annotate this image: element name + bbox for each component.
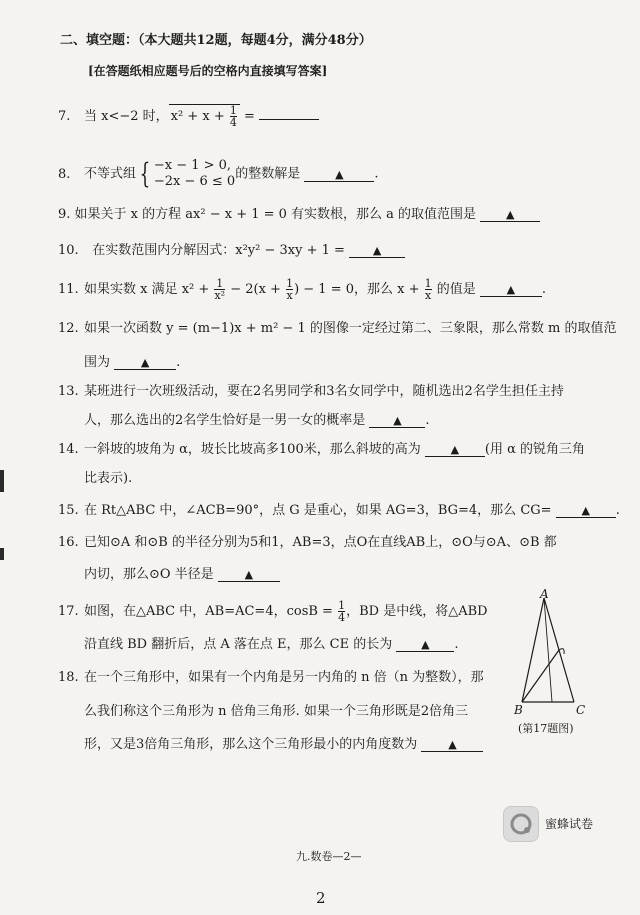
answer-triangle-icon: ▲ (421, 638, 430, 651)
question-9: 9. 如果关于 x 的方程 ax² − x + 1 = 0 有实数根，那么 a 的取值范围是 ▲ (58, 206, 540, 224)
question-18: 18. 在一个三角形中，如果有一个内角是另一内角的 n 倍（n 为整数），那 (58, 670, 484, 685)
answer-triangle-icon: ▲ (506, 283, 516, 296)
answer-triangle-icon: ▲ (335, 167, 344, 181)
watermark-logo-icon (503, 806, 539, 842)
section-title: 二、填空题：（本大题共12题，每题4分，满分48分） (60, 33, 372, 48)
answer-triangle-icon: ▲ (581, 504, 590, 517)
answer-blank-12[interactable] (114, 354, 176, 370)
scan-edge-mark (0, 470, 4, 492)
page-footer: 九.数卷—2— (296, 850, 362, 863)
figure-label-b: B (514, 703, 523, 717)
answer-blank-11[interactable] (480, 281, 542, 297)
scan-edge-mark (0, 548, 4, 560)
question-12: 12. 如果一次函数 y = (m−1)x + m² − 1 的图像一定经过第二、三象限，那么常数 m 的取值范 (58, 321, 617, 336)
answer-triangle-icon: ▲ (450, 443, 460, 456)
section-instruction: [在答题纸相应题号后的空格内直接填写答案] (88, 64, 328, 78)
answer-triangle-icon: ▲ (505, 208, 515, 221)
answer-blank-15[interactable] (556, 502, 616, 518)
answer-triangle-icon: ▲ (372, 244, 382, 257)
answer-blank-10[interactable] (349, 242, 405, 258)
answer-blank-16[interactable] (218, 566, 280, 582)
answer-blank-18[interactable] (421, 736, 483, 752)
answer-blank-7[interactable] (259, 104, 319, 120)
answer-blank-8[interactable] (304, 166, 374, 182)
page-number: 2 (316, 889, 326, 907)
question-15: 15. 在 Rt△ABC 中，∠ACB=90°，点 G 是重心，如果 AG=3，BG=4，那么 CG= ▲ . (58, 503, 620, 518)
question-7: 7. 当 x<−2 时， x² + x + $\frac{1}{4}$ = (58, 104, 319, 128)
answer-blank-17[interactable] (396, 636, 454, 652)
question-13: 13. 某班进行一次班级活动，要在2名男同学和3名女同学中，随机选出2名学生担任主持 (58, 384, 564, 399)
figure-caption: (第17题图) (518, 722, 574, 735)
watermark-text: 蜜蜂试卷 (545, 817, 594, 831)
question-11: 11. 如果实数 x 满足 x² + $\frac{1}{\text{x²}}$ − 2(x + $\frac{1}{x}$ ) − 1 = 0，那么 x + $\frac{1}{x}$ 的值是 ▲ . (58, 277, 547, 302)
question-8: 8. 不等式组 { −x − 1 > 0, −2x − 6 ≤ 0 的整数解是 ▲ . (58, 157, 379, 190)
sqrt-expression: x² + x + $\frac{1}{4}$ (169, 104, 240, 128)
question-16: 16. 已知⊙A 和⊙B 的半径分别为5和1，AB=3，点O在直线AB上，⊙O与⊙A、⊙B 都 (58, 535, 557, 550)
question-13-cont: 人，那么选出的2名学生恰好是一男一女的概率是 ▲ . (84, 413, 430, 428)
figure-label-a: A (540, 587, 549, 601)
question-16-cont: 内切，那么⊙O 半径是 ▲ (84, 566, 280, 584)
answer-triangle-icon: ▲ (244, 568, 254, 581)
question-17-cont: 沿直线 BD 翻折后，点 A 落在点 E，那么 CE 的长为 ▲ . (84, 637, 459, 652)
question-10: 10. 在实数范围内分解因式：x²y² − 3xy + 1 = ▲ (58, 242, 405, 260)
answer-blank-9[interactable] (480, 206, 540, 222)
question-17: 17. 如图，在△ABC 中，AB=AC=4，cosB = $\frac{1}{4}$ ，BD 是中线，将△ABD (58, 599, 488, 624)
question-14: 14. 一斜坡的坡角为 α，坡长比坡高多100米，那么斜坡的高为 ▲ (用 α 的锐角三角 (58, 442, 585, 457)
question-14-cont: 比表示). (84, 471, 133, 486)
question-18-cont: 么我们称这个三角形为 n 倍角三角形. 如果一个三角形既是2倍角三 (84, 704, 469, 719)
answer-triangle-icon: ▲ (448, 738, 457, 751)
answer-triangle-icon: ▲ (140, 356, 150, 369)
triangle-figure (504, 590, 604, 715)
answer-blank-14[interactable] (425, 441, 485, 457)
question-12-cont: 围为 ▲ . (84, 355, 181, 370)
answer-blank-13[interactable] (369, 412, 425, 428)
question-18-cont: 形，又是3倍角三角形，那么这个三角形最小的内角度数为 ▲ (84, 736, 483, 754)
figure-label-c: C (576, 703, 586, 717)
answer-triangle-icon: ▲ (393, 414, 402, 427)
